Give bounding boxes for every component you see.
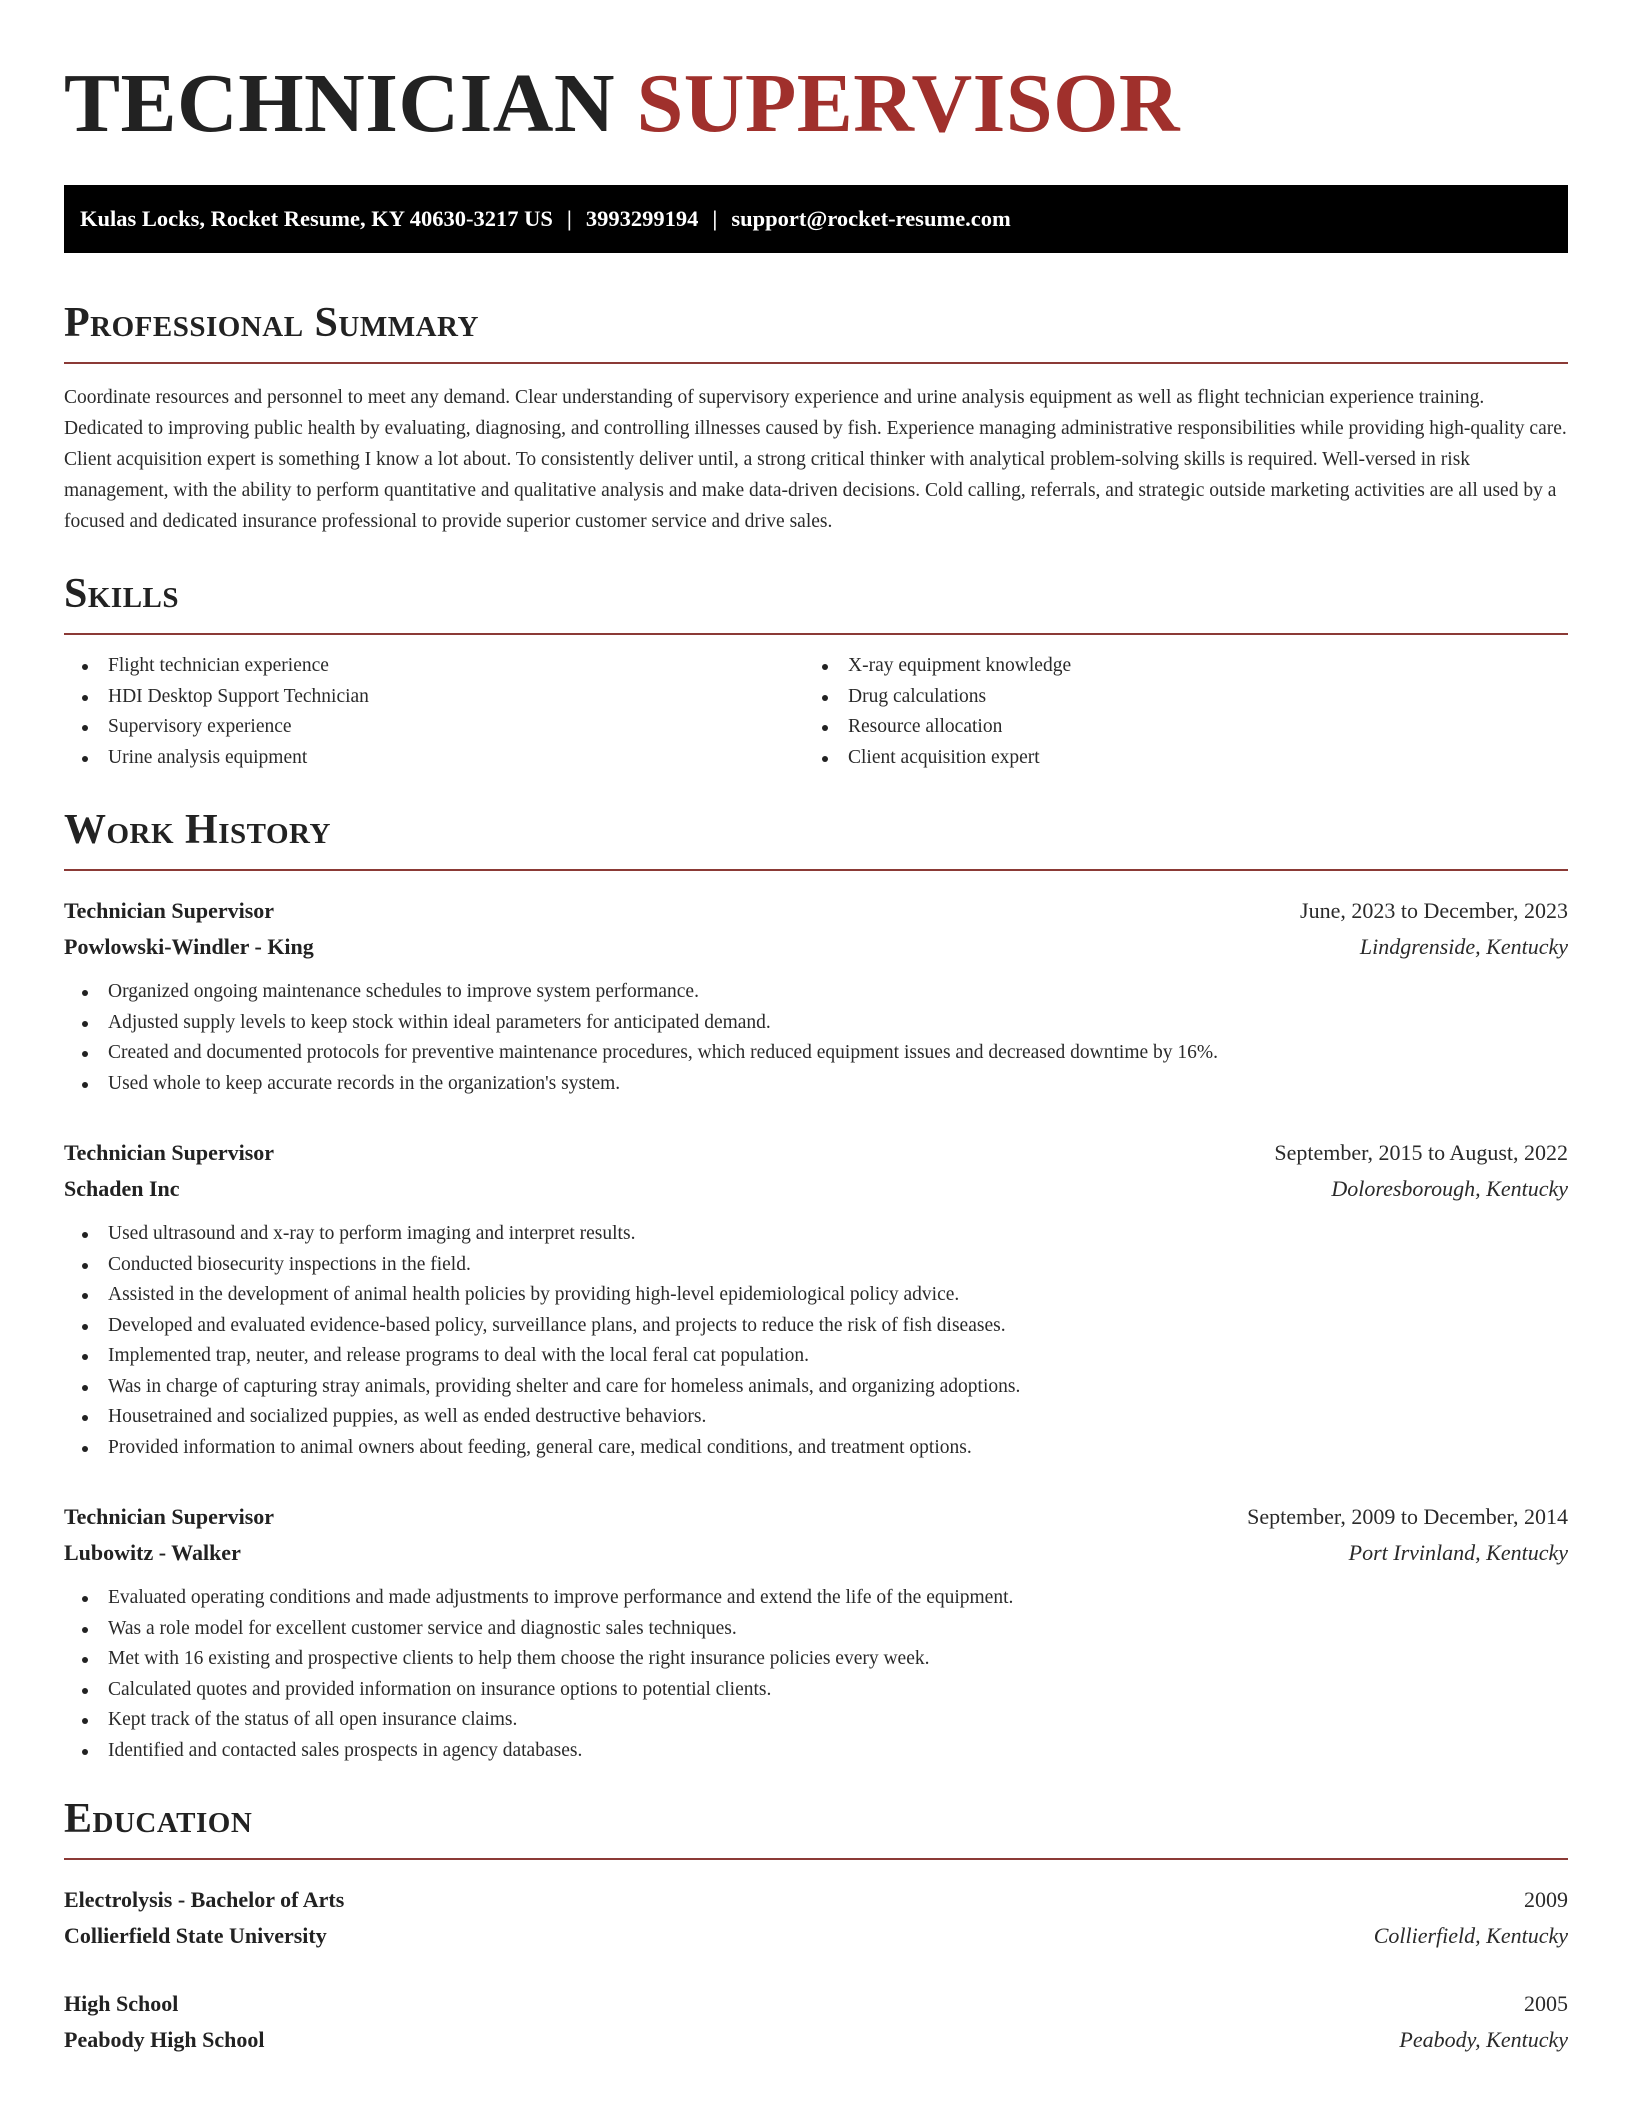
name-first: TECHNICIAN: [64, 57, 616, 150]
job-bullets: [64, 977, 1568, 1099]
job-position: Technician Supervisor: [64, 1140, 275, 1165]
job-location: Doloresborough, Kentucky: [1331, 1176, 1568, 1201]
resume-name: [64, 56, 1568, 152]
contact-separator: |: [566, 206, 572, 231]
skill-item: Client acquisition expert: [804, 743, 1544, 774]
job-location: Port Irvinland, Kentucky: [1348, 1540, 1568, 1565]
section-title-education: Education: [64, 1796, 253, 1842]
contact-email[interactable]: support@rocket-resume.com: [731, 206, 1011, 231]
skill-item: Flight technician experience: [64, 651, 804, 682]
job-company: Lubowitz - Walker: [64, 1540, 241, 1565]
job-dates: September, 2009 to December, 2014: [1247, 1504, 1568, 1529]
education-school: Peabody High School: [64, 2027, 265, 2052]
job-entry: [64, 893, 1568, 1099]
skill-item: Supervisory experience: [64, 712, 804, 743]
skill-item: Drug calculations: [804, 682, 1544, 713]
section-title-work-history: Work History: [64, 807, 331, 853]
skills-column-right: [804, 651, 1544, 773]
job-dates: September, 2015 to August, 2022: [1274, 1140, 1568, 1165]
section-divider: [64, 869, 1568, 871]
education-section: [64, 1794, 1568, 2058]
skill-item: Urine analysis equipment: [64, 743, 804, 774]
job-bullet: Calculated quotes and provided information on insurance options to potential clients.: [64, 1675, 1568, 1706]
job-bullet: Adjusted supply levels to keep stock within ideal parameters for anticipated demand.: [64, 1008, 1568, 1039]
summary-text: Coordinate resources and personnel to meet any demand. Clear understanding of supervisory experience and urine analysis equipment as well as flight technician experience training. Dedicated to improving public health by evaluating, diagnosing, and controlling illnesses caused by fish. Experience managing administrative responsibilities while providing high-quality care. Client acquisition expert is something I know a lot about. To consistently deliver until, a strong critical thinker with analytical problem-solving skills is required. Well-versed in risk management, with the ability to perform quantitative and qualitative analysis and make data-driven decisions. Cold calling, referrals, and strategic outside marketing activities are all used by a focused and dedicated insurance professional to provide superior customer service and drive sales.: [64, 387, 1567, 532]
contact-address: Kulas Locks, Rocket Resume, KY 40630-3217 US: [80, 206, 553, 231]
job-bullet: Organized ongoing maintenance schedules to improve system performance.: [64, 977, 1568, 1008]
summary-section: [64, 298, 1568, 537]
name-last: SUPERVISOR: [636, 57, 1181, 150]
job-bullet: Conducted biosecurity inspections in the field.: [64, 1250, 1568, 1281]
skills-section: [64, 569, 1568, 773]
education-year: 2005: [1524, 1991, 1568, 2016]
skills-grid: [64, 651, 1568, 773]
education-location: Peabody, Kentucky: [1399, 2027, 1568, 2052]
job-bullet: Met with 16 existing and prospective clients to help them choose the right insurance policies every week.: [64, 1644, 1568, 1675]
section-divider: [64, 362, 1568, 364]
education-degree: High School: [64, 1991, 179, 2016]
job-bullet: Created and documented protocols for preventive maintenance procedures, which reduced equipment issues and decreased downtime by 16%.: [64, 1038, 1568, 1069]
education-entry: [64, 1882, 1568, 1954]
job-dates: June, 2023 to December, 2023: [1300, 898, 1568, 923]
education-school: Collierfield State University: [64, 1923, 327, 1948]
job-bullet: Evaluated operating conditions and made adjustments to improve performance and extend the life of the equipment.: [64, 1583, 1568, 1614]
work-history-section: [64, 805, 1568, 1766]
job-bullet: Was in charge of capturing stray animals, providing shelter and care for homeless animals, and organizing adoptions.: [64, 1372, 1568, 1403]
contact-separator: |: [712, 206, 718, 231]
job-position: Technician Supervisor: [64, 1504, 275, 1529]
contact-phone: 3993299194: [585, 206, 699, 231]
section-divider: [64, 1858, 1568, 1860]
job-location: Lindgrenside, Kentucky: [1359, 934, 1568, 959]
skill-item: X-ray equipment knowledge: [804, 651, 1544, 682]
skill-item: Resource allocation: [804, 712, 1544, 743]
job-entry: [64, 1499, 1568, 1766]
skills-column-left: [64, 651, 804, 773]
job-bullet: Assisted in the development of animal health policies by providing high-level epidemiological policy advice.: [64, 1280, 1568, 1311]
job-bullet: Provided information to animal owners about feeding, general care, medical conditions, and treatment options.: [64, 1433, 1568, 1464]
education-entry: [64, 1986, 1568, 2058]
skill-item: HDI Desktop Support Technician: [64, 682, 804, 713]
job-bullet: Housetrained and socialized puppies, as well as ended destructive behaviors.: [64, 1402, 1568, 1433]
job-bullet: Used whole to keep accurate records in the organization's system.: [64, 1069, 1568, 1100]
job-company: Powlowski-Windler - King: [64, 934, 314, 959]
section-divider: [64, 633, 1568, 635]
job-bullet: Implemented trap, neuter, and release programs to deal with the local feral cat population.: [64, 1341, 1568, 1372]
job-company: Schaden Inc: [64, 1176, 180, 1201]
education-degree: Electrolysis - Bachelor of Arts: [64, 1887, 345, 1912]
job-bullet: Was a role model for excellent customer service and diagnostic sales techniques.: [64, 1614, 1568, 1645]
job-bullet: Identified and contacted sales prospects in agency databases.: [64, 1736, 1568, 1767]
contact-bar: [64, 185, 1568, 253]
job-bullet: Used ultrasound and x-ray to perform imaging and interpret results.: [64, 1219, 1568, 1250]
job-bullet: Developed and evaluated evidence-based policy, surveillance plans, and projects to reduce the risk of fish diseases.: [64, 1311, 1568, 1342]
job-bullets: [64, 1583, 1568, 1766]
education-location: Collierfield, Kentucky: [1373, 1923, 1568, 1948]
job-position: Technician Supervisor: [64, 898, 275, 923]
section-title-skills: Skills: [64, 571, 180, 617]
education-year: 2009: [1524, 1887, 1568, 1912]
job-bullets: [64, 1219, 1568, 1463]
job-bullet: Kept track of the status of all open insurance claims.: [64, 1705, 1568, 1736]
job-entry: [64, 1135, 1568, 1463]
section-title-summary: Professional Summary: [64, 300, 479, 346]
